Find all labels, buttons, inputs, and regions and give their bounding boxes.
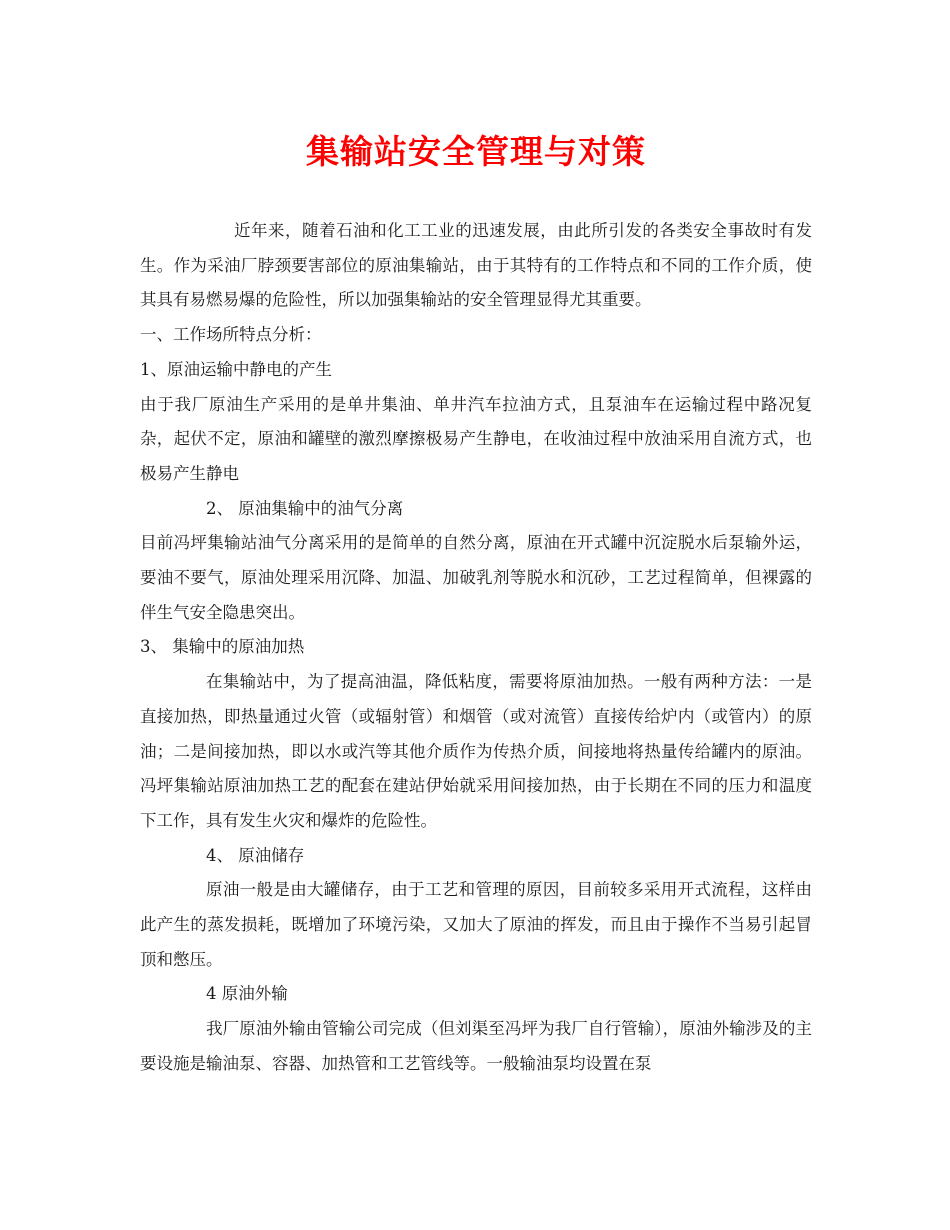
paragraph: 由于我厂原油生产采用的是单井集油、单井汽车拉油方式，且泵油车在运输过程中路况复杂，起伏不定，原油和罐壁的激烈摩擦极易产生静电，在收油过程中放油采用自流方式，也极易产生静电	[140, 394, 812, 483]
paragraph: 1、原油运输中静电的产生	[140, 359, 332, 379]
paragraph: 目前冯坪集输站油气分离采用的是简单的自然分离，原油在开式罐中沉淀脱水后泵输外运，要油不要气，原油处理采用沉降、加温、加破乳剂等脱水和沉砂，工艺过程简单，但裸露的伴生气安全隐患突出。	[140, 533, 812, 622]
paragraph: 在集输站中，为了提高油温，降低粘度，需要将原油加热。一般有两种方法：一是直接加热，即热量通过火管（或辐射管）和烟管（或对流管）直接传给炉内（或管内）的原油；二是间接加热，即以水或汽等其他介质作为传热介质，间接地将热量传给罐内的原油。冯坪集输站原油加热工艺的配套在建站伊始就采用间接加热，由于长期在不同的压力和温度下工作，具有发生火灾和爆炸的危险性。	[140, 672, 812, 830]
document-body	[140, 214, 812, 1082]
document-title: 集输站安全管理与对策	[306, 132, 646, 171]
paragraph: 近年来，随着石油和化工工业的迅速发展，由此所引发的各类安全事故时有发生。作为采油厂脖颈要害部位的原油集输站，由于其特有的工作特点和不同的工作介质，使其具有易燃易爆的危险性，所以加强集输站的安全管理显得尤其重要。	[140, 221, 812, 310]
paragraph: 2、 原油集输中的油气分离	[206, 498, 404, 518]
paragraph: 一、工作场所特点分析：	[140, 325, 322, 345]
paragraph: 4、 原油储存	[206, 845, 305, 865]
paragraph: 我厂原油外输由管输公司完成（但刘渠至冯坪为我厂自行管输），原油外输涉及的主要设施是输油泵、容器、加热管和工艺管线等。一般输油泵均设置在泵	[140, 1019, 812, 1073]
document-page	[140, 126, 812, 1082]
paragraph: 3、 集输中的原油加热	[140, 637, 305, 657]
paragraph: 原油一般是由大罐储存，由于工艺和管理的原因，目前较多采用开式流程，这样由此产生的蒸发损耗，既增加了环境污染，又加大了原油的挥发，而且由于操作不当易引起冒顶和憋压。	[140, 880, 812, 969]
paragraph: 4 原油外输	[206, 984, 288, 1004]
